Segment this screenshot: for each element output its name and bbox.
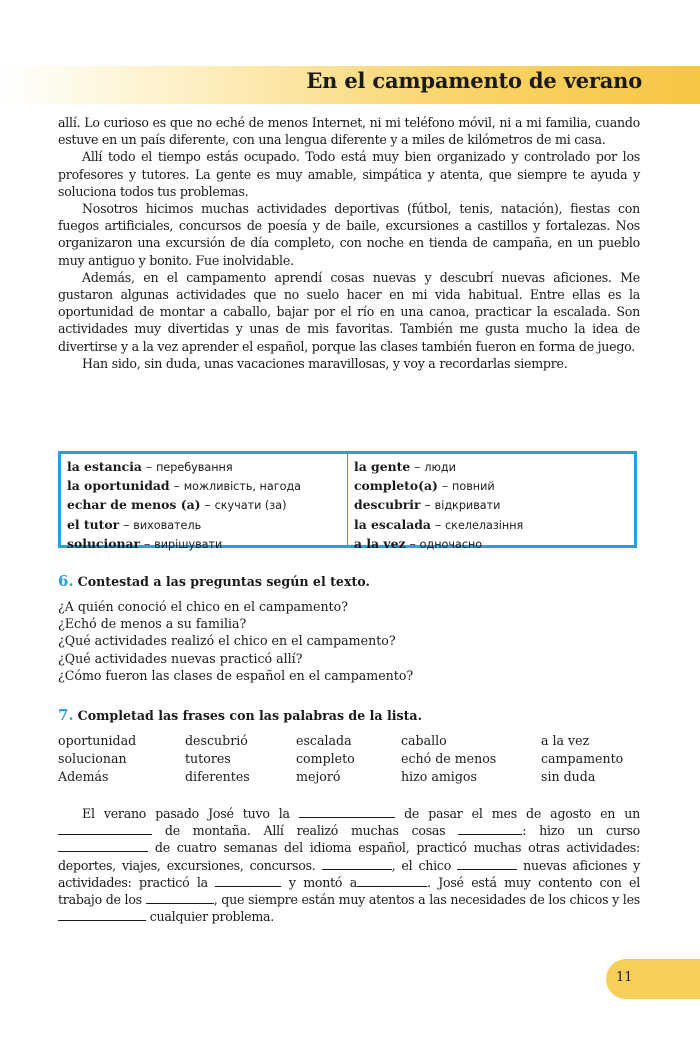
vocab-entry <box>354 458 628 477</box>
fill-in-paragraph <box>58 805 640 925</box>
fill-segment: nuevas aficiones y actividades: practicó la <box>58 857 641 890</box>
vocab-translation: скучати (за) <box>214 499 287 513</box>
word-list-column <box>185 732 250 786</box>
fill-segment: y montó a <box>281 874 357 890</box>
vocab-translation: вирішувати <box>154 537 223 551</box>
word: completo <box>296 751 355 766</box>
vocab-term: la estancia <box>67 459 142 474</box>
vocab-term: descubrir <box>354 497 421 513</box>
question: ¿Cómo fueron las clases de español en el campamento? <box>58 667 414 683</box>
answer-blank[interactable] <box>58 840 148 852</box>
word-list-column <box>401 732 496 786</box>
paragraph: Han sido, sin duda, unas vacaciones maravillosas, y voy a recordarlas siempre. <box>82 355 568 371</box>
vocab-term: completo(a) <box>354 478 438 494</box>
answer-blank[interactable] <box>457 858 517 870</box>
answer-blank[interactable] <box>146 892 214 904</box>
vocab-translation: люди <box>424 461 456 474</box>
word-list-column <box>58 732 136 786</box>
vocab-entry <box>354 496 628 515</box>
question: ¿A quién conoció el chico en el campamento? <box>58 599 348 614</box>
word: echó de menos <box>401 751 497 766</box>
reading-text <box>58 114 640 372</box>
fill-segment: El verano pasado José tuvo la <box>82 806 299 821</box>
word: sin duda <box>541 769 596 784</box>
vocab-translation: перебування <box>156 461 233 474</box>
vocab-entry <box>67 458 341 477</box>
vocab-translation: повний <box>452 480 495 494</box>
answer-blank[interactable] <box>299 806 395 818</box>
fill-segment: de pasar el mes de agosto en un <box>394 806 640 821</box>
dash: – <box>123 516 130 532</box>
word: caballo <box>401 733 447 748</box>
exercise-instruction: Completad las frases con las palabras de la lista. <box>77 708 422 723</box>
fill-segment: . José está muy contento con el trabajo de los <box>58 874 641 908</box>
page-number: 11 <box>616 970 633 985</box>
vocab-entry <box>67 516 341 535</box>
word: campamento <box>541 751 624 766</box>
exercise-number: 7. <box>58 706 74 724</box>
dash: – <box>409 535 416 551</box>
vocabulary-box <box>58 451 637 551</box>
vocabulary-column-right <box>348 454 634 551</box>
paragraph: Nosotros hicimos muchas actividades deportivas (fútbol, tenis, natación), fiestas con fuegos artificiales, concursos de poesía y de baile, excursiones a castillos y fortalezas. Nos organizaron una excursión de día completo, con noche en tienda de campaña, en un pueblo muy antiguo y bonito. Fue inolvidable. <box>58 201 640 268</box>
vocab-translation: можливість, нагода <box>183 480 302 494</box>
question: ¿Qué actividades nuevas practicó allí? <box>58 650 303 666</box>
dash: – <box>145 459 153 474</box>
vocab-translation: одночасно <box>419 537 483 551</box>
vocab-entry <box>67 535 341 554</box>
word: hizo amigos <box>401 769 477 784</box>
word: descubrió <box>185 733 248 748</box>
answer-blank[interactable] <box>215 875 281 887</box>
question-list <box>58 598 413 684</box>
vocab-term: solucionar <box>67 535 141 551</box>
exercise-instruction: Contestad a las preguntas según el texto. <box>77 574 370 589</box>
dash: – <box>441 478 449 494</box>
vocab-entry <box>67 496 341 515</box>
dash: – <box>414 459 421 474</box>
vocabulary-column-left <box>61 454 348 551</box>
dash: – <box>144 535 151 551</box>
exercise-6-heading <box>58 572 370 590</box>
page-title: En el campamento de verano <box>306 68 642 93</box>
fill-segment: de cuatro semanas del idioma español, practicó muchas otras actividades: deportes, viajes, excursiones, concursos. <box>58 840 640 873</box>
vocab-translation: скелелазіння <box>445 518 524 532</box>
vocab-translation: вихователь <box>133 518 202 532</box>
word: mejoró <box>296 769 341 784</box>
word-list-column <box>296 732 355 786</box>
word-list-column <box>541 732 623 786</box>
dash: – <box>173 478 180 494</box>
word: a la vez <box>541 733 590 748</box>
question: ¿Qué actividades realizó el chico en el campamento? <box>58 633 396 649</box>
word: diferentes <box>185 769 250 784</box>
vocab-entry <box>67 477 341 496</box>
word: tutores <box>185 751 231 766</box>
word: escalada <box>296 733 352 748</box>
paragraph: allí. Lo curioso es que no eché de menos Internet, ni mi teléfono móvil, ni a mi familia, cuando estuve en un país diferente, con una lengua diferente y a miles de kilómetros de mi casa. <box>58 115 640 148</box>
word: solucionan <box>58 751 127 766</box>
fill-segment: : hizo un curso <box>522 823 641 839</box>
dash: – <box>424 497 431 513</box>
paragraph: Además, en el campamento aprendí cosas nuevas y descubrí nuevas aficiones. Me gustaron algunas actividades que no suelo hacer en mi vida habitual. Entre ellas es la oportunidad de montar a caballo, bajar por el río en una canoa, practicar la escalada. Son actividades muy divertidas y unas de mis favoritas. También me gusta mucho la idea de divertirse y a la vez aprender el español, porque las clases también fueron en forma de juego. <box>58 269 640 354</box>
answer-blank[interactable] <box>458 823 522 835</box>
fill-text <box>58 805 640 925</box>
fill-segment: cualquier problema. <box>146 909 275 925</box>
answer-blank[interactable] <box>357 875 427 887</box>
paragraph: Allí todo el tiempo estás ocupado. Todo está muy bien organizado y controlado por los profesores y tutores. La gente es muy amable, simpática y atenta, que siempre te ayuda y soluciona todos tus problemas. <box>58 149 640 199</box>
word: oportunidad <box>58 733 137 748</box>
vocab-term: la oportunidad <box>67 478 170 494</box>
vocab-term: el tutor <box>67 516 120 532</box>
fill-segment: , el chico <box>391 857 458 873</box>
vocab-translation: відкривати <box>434 499 501 513</box>
dash: – <box>204 497 211 513</box>
dash: – <box>434 516 442 532</box>
vocab-term: la escalada <box>354 516 431 532</box>
vocab-entry <box>354 477 628 496</box>
vocab-term: echar de menos (a) <box>67 497 201 513</box>
vocab-term: a la vez <box>354 535 406 551</box>
vocab-term: la gente <box>354 459 411 474</box>
answer-blank[interactable] <box>58 823 152 835</box>
vocab-entry <box>354 535 628 554</box>
answer-blank[interactable] <box>322 858 392 870</box>
answer-blank[interactable] <box>58 909 146 921</box>
exercise-number: 6. <box>58 572 74 590</box>
exercise-7-heading <box>58 706 422 724</box>
word: Además <box>58 769 109 784</box>
question: ¿Echó de menos a su familia? <box>58 616 247 632</box>
vocab-entry <box>354 516 628 535</box>
fill-segment: de montaña. Allí realizó muchas cosas <box>152 823 459 839</box>
fill-segment: , que siempre están muy atentos a las necesidades de los chicos y les <box>213 892 640 908</box>
